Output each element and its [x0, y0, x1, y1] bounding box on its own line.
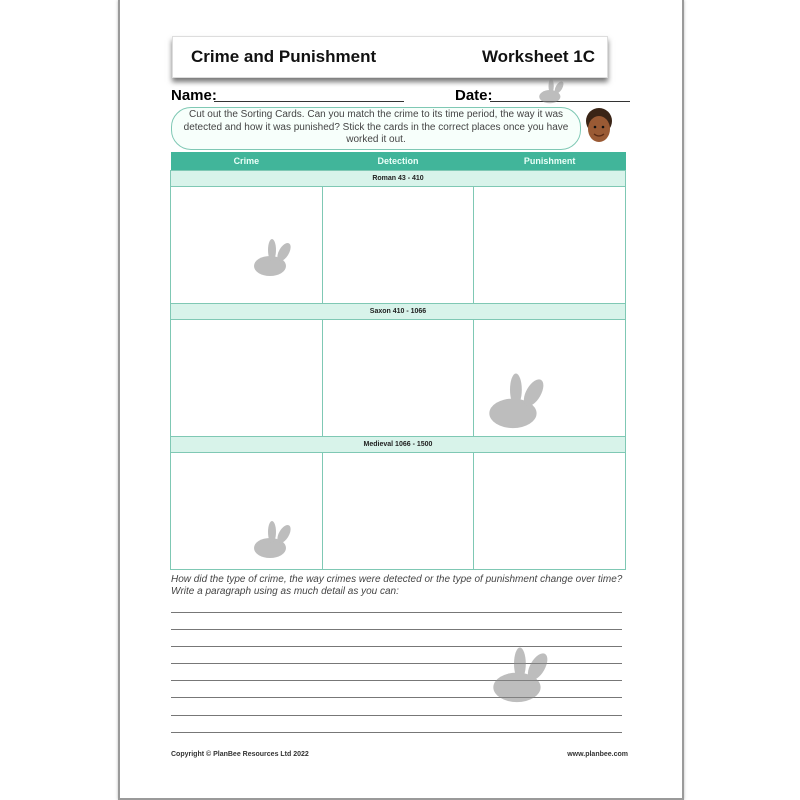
- worksheet-title: Crime and Punishment: [191, 47, 377, 66]
- writing-prompt: How did the type of crime, the way crimes were detected or the type of punishment change over time? Write a paragraph using as much detail as you can:: [171, 574, 623, 597]
- writing-line[interactable]: [171, 715, 622, 716]
- writing-line[interactable]: [171, 612, 622, 613]
- bee-watermark-icon: [530, 78, 567, 106]
- column-header-punishment: Punishment: [474, 152, 626, 171]
- period-saxon: Saxon 410 - 1066: [171, 304, 626, 320]
- bee-watermark-icon: [240, 520, 296, 562]
- name-field[interactable]: [214, 101, 404, 102]
- period-roman: Roman 43 - 410: [171, 171, 626, 187]
- instructions-bubble: Cut out the Sorting Cards. Can you match the crime to its time period, the way it was detected and how it was punished? Stick the cards in the correct places once you have worked it out.: [171, 107, 581, 150]
- worksheet-number: Worksheet 1C: [481, 47, 595, 66]
- column-header-detection: Detection: [322, 152, 474, 171]
- bee-watermark-icon: [472, 646, 556, 708]
- card-slot: [171, 320, 323, 437]
- date-label: Date:: [455, 87, 493, 104]
- copyright-text: Copyright © PlanBee Resources Ltd 2022: [171, 751, 309, 758]
- child-avatar-icon: [583, 107, 615, 145]
- card-slot: [474, 187, 626, 304]
- column-header-crime: Crime: [171, 152, 323, 171]
- bee-watermark-icon: [240, 238, 296, 280]
- writing-line[interactable]: [171, 732, 622, 733]
- card-slot: [322, 320, 474, 437]
- card-slot: [474, 453, 626, 570]
- writing-line[interactable]: [171, 629, 622, 630]
- period-medieval: Medieval 1066 - 1500: [171, 437, 626, 453]
- title-banner: [172, 36, 608, 78]
- card-slot: [322, 453, 474, 570]
- sorting-table: [170, 152, 626, 570]
- card-slot: [322, 187, 474, 304]
- name-label: Name:: [171, 87, 217, 104]
- bee-watermark-icon: [468, 372, 552, 434]
- website-link: www.planbee.com: [567, 751, 628, 758]
